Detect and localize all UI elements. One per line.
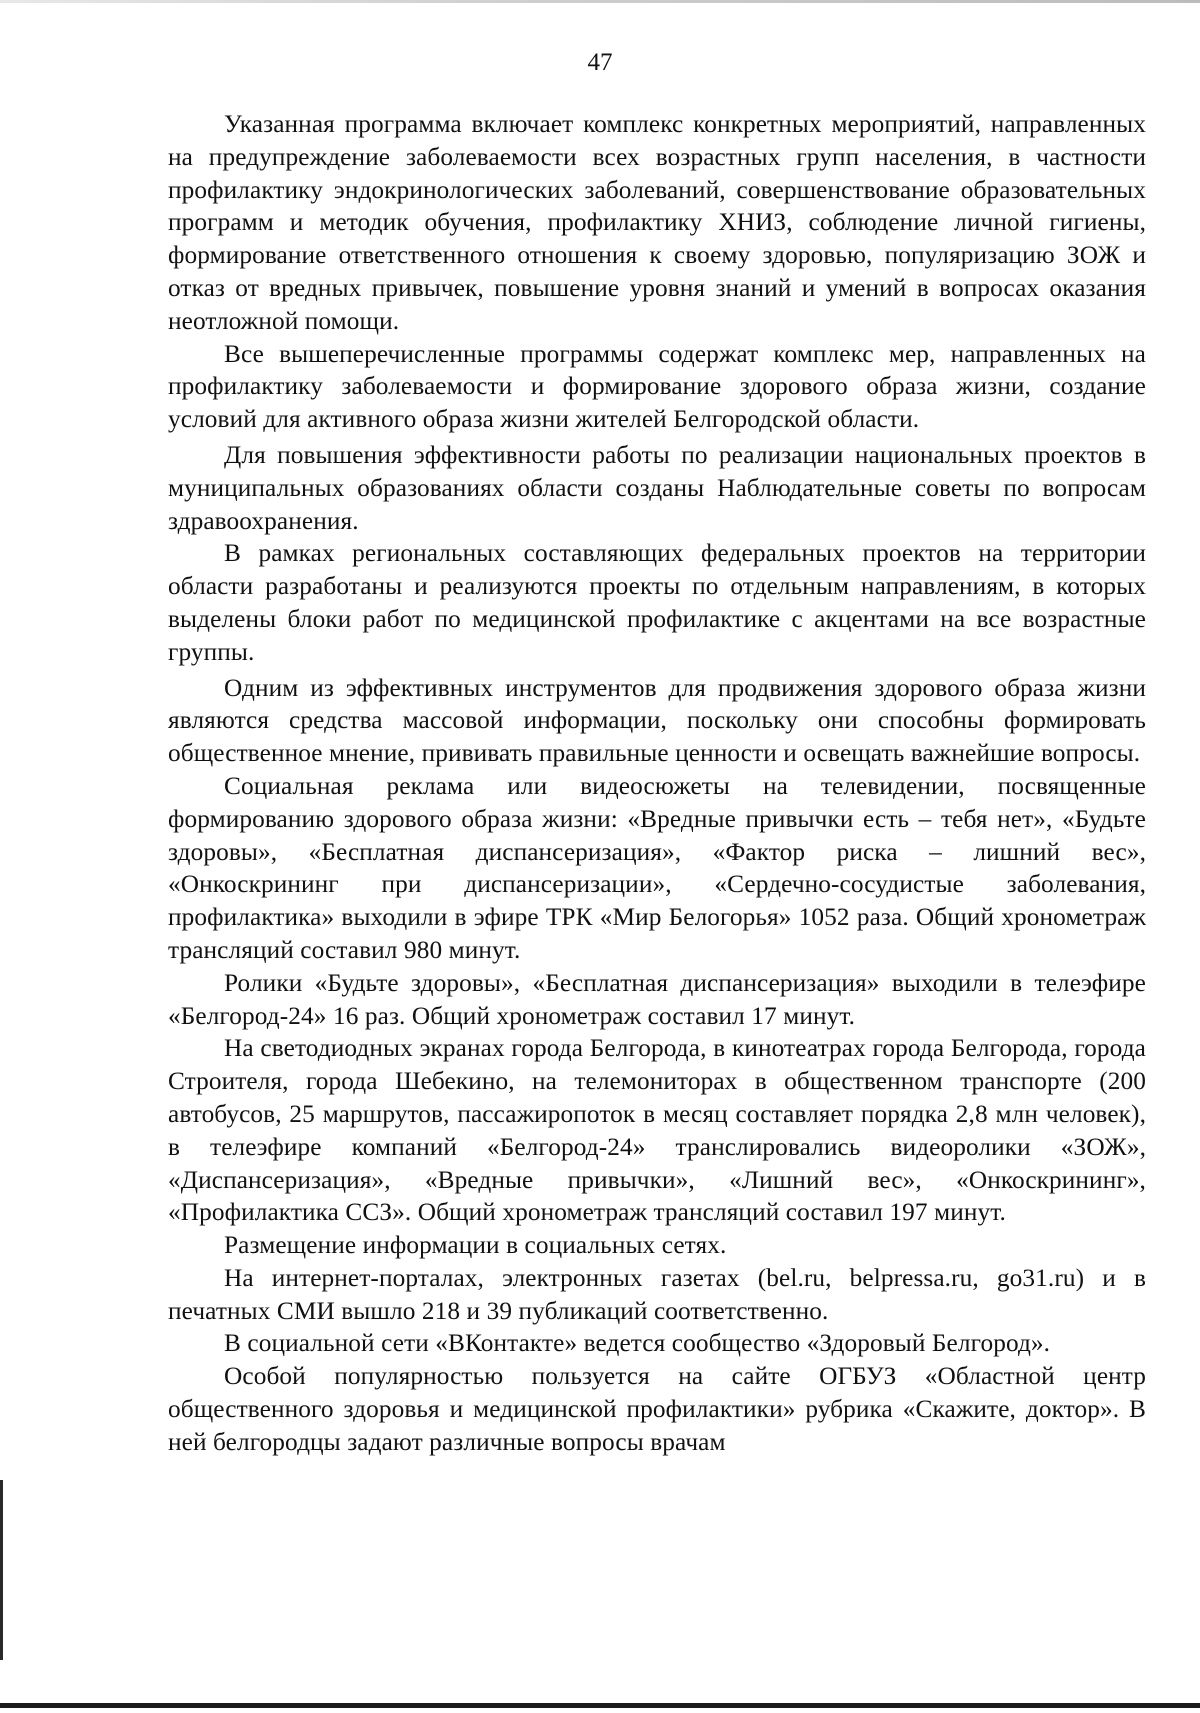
paragraph-led-screens: На светодиодных экранах города Белгорода, в кинотеатрах города Белгорода, города Строителя, города Шебекино, на телемониторах в общественном транспорте (200 автобусов, 25 маршрутов, пассажиропоток в месяц составляет порядка 2,8 млн человек), в телеэфире компаний «Белгород-24» транслировались видеоролики «ЗОЖ», «Диспансеризация», «Вредные привычки», «Лишний вес», «Онкоскрининг», «Профилактика ССЗ». Общий хронометраж трансляций составил 197 минут.: [168, 1034, 1146, 1227]
paragraph-mass-media: Одним из эффективных инструментов для продвижения здорового образа жизни являются средства массовой информации, поскольку они способны формировать общественное мнение, прививать правильные ценности и освещать важнейшие вопросы.: [168, 673, 1146, 768]
paragraph-social-ads: Социальная реклама или видеосюжеты на телевидении, посвященные формированию здорового образа жизни: «Вредные привычки есть – тебя нет», «Будьте здоровы», «Бесплатная диспансеризация», «Фактор риска – лишний вес», «Онкоскрининг при диспансеризации», «Сердечно-сосудистые заболевания, профилактика» выходили в эфире ТРК «Мир Белогорья» 1052 раза. Общий хронометраж трансляций составил 980 минут.: [168, 771, 1146, 964]
paragraph-all-programs: Все вышеперечисленные программы содержат комплекс мер, направленных на профилактику заболеваемости и формирование здорового образа жизни, создание условий для активного образа жизни жителей Белгородской области.: [168, 339, 1146, 434]
scan-edge-top: [0, 0, 1200, 3]
scan-edge-left: [0, 1480, 3, 1660]
paragraph-program-description: Указанная программа включает комплекс конкретных мероприятий, направленных на предупреждение заболеваемости всех возрастных групп населения, в частности профилактику эндокринологических заболеваний, совершенствование образовательных программ и методик обучения, профилактику ХНИЗ, соблюдение личной гигиены, формирование ответственного отношения к своему здоровью, популяризацию ЗОЖ и отказ от вредных привычек, повышение уровня знаний и умений в вопросах оказания неотложной помощи.: [168, 110, 1146, 335]
paragraph-belgorod-24-clips: Ролики «Будьте здоровы», «Бесплатная диспансеризация» выходили в телеэфире «Белгород-24» 16 раз. Общий хронометраж составил 17 минут.: [168, 968, 1146, 1030]
document-body: [168, 108, 1146, 1459]
paragraph-internet-portals: На интернет-порталах, электронных газетах (bel.ru, belpressa.ru, go31.ru) и в печатных СМИ вышло 218 и 39 публикаций соответственно.: [168, 1263, 1146, 1325]
paragraph-supervisory-councils: Для повышения эффективности работы по реализации национальных проектов в муниципальных образованиях области созданы Наблюдательные советы по вопросам здравоохранения.: [168, 440, 1146, 535]
paragraph-vkontakte: В социальной сети «ВКонтакте» ведется сообщество «Здоровый Белгород».: [224, 1329, 1051, 1358]
paragraph-regional-projects: В рамках региональных составляющих федеральных проектов на территории области разработаны и реализуются проекты по отдельным направлениям, в которых выделены блоки работ по медицинской профилактике с акцентами на все возрастные группы.: [168, 539, 1146, 666]
scan-edge-bottom: [0, 1703, 1200, 1708]
paragraph-ask-doctor: Особой популярностью пользуется на сайте ОГБУЗ «Областной центр общественного здоровья и медицинской профилактики» рубрика «Скажите, доктор». В ней белгородцы задают различные вопросы врачам: [168, 1362, 1146, 1456]
page-number: 47: [587, 49, 613, 76]
paragraph-social-networks: Размещение информации в социальных сетях.: [224, 1231, 727, 1260]
